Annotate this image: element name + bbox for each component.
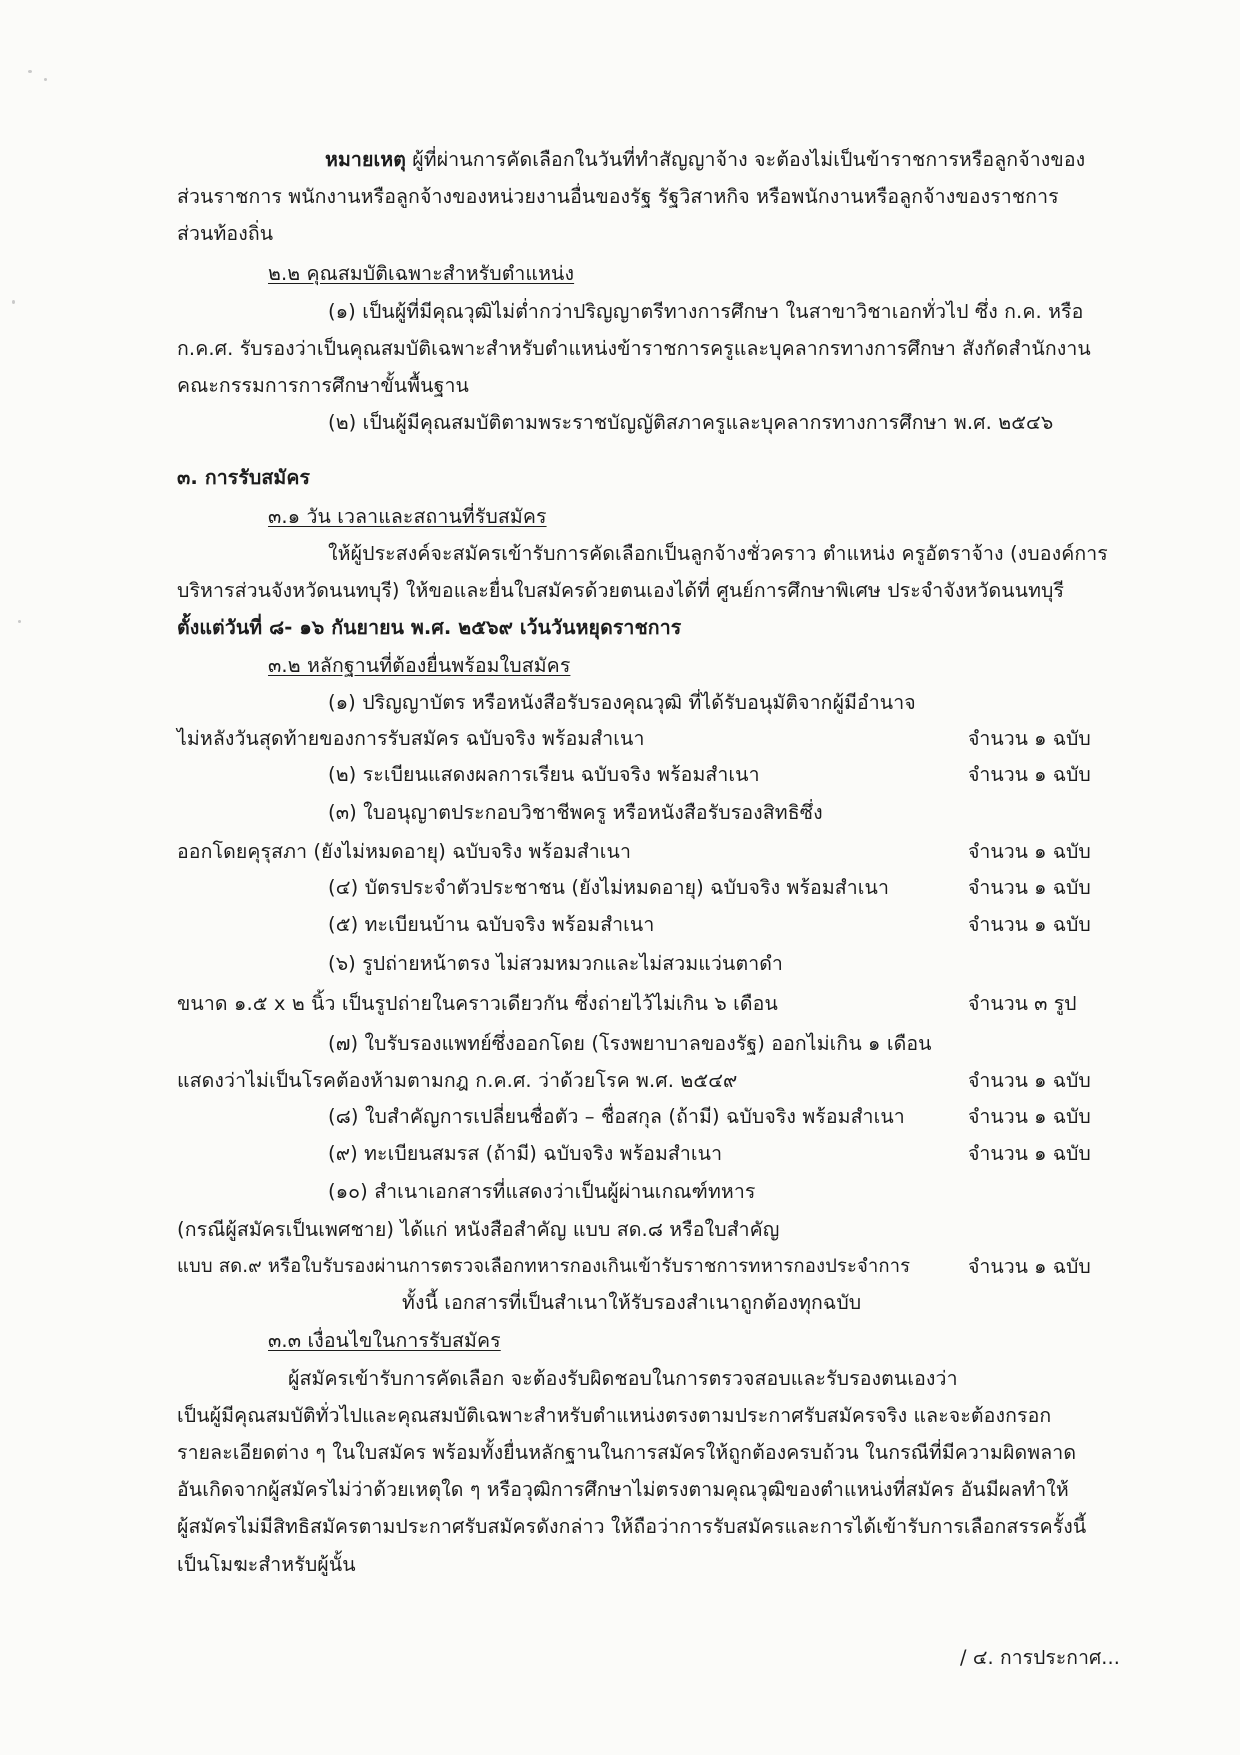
document-item-3-line-2: ออกโดยคุรุสภา (ยังไม่หมดอายุ) ฉบับจริง พร้อมสำเนา xyxy=(177,840,632,863)
scan-speck xyxy=(18,620,21,623)
note-text-1: ผู้ที่ผ่านการคัดเลือกในวันที่ทำสัญญาจ้าง จะต้องไม่เป็นข้าราชการหรือลูกจ้างของ xyxy=(412,148,1086,171)
note-line-3: ส่วนท้องถิ่น xyxy=(177,222,274,245)
section-2-2-heading: ๒.๒ คุณสมบัติเฉพาะสำหรับตำแหน่ง xyxy=(268,262,575,285)
section-3-3-line-2: เป็นผู้มีคุณสมบัติทั่วไปและคุณสมบัติเฉพาะสำหรับตำแหน่งตรงตามประกาศรับสมัครจริง และจะต้องกรอก xyxy=(177,1404,1052,1427)
document-item-7-amount: จำนวน ๑ ฉบับ xyxy=(968,1069,1091,1092)
document-item-10-line-3: แบบ สด.๙ หรือใบรับรองผ่านการตรวจเลือกทหารกองเกินเข้ารับราชการทหารกองประจำการ xyxy=(177,1256,911,1277)
document-item-2: (๒) ระเบียนแสดงผลการเรียน ฉบับจริง พร้อมสำเนา xyxy=(328,763,760,786)
document-item-9-amount: จำนวน ๑ ฉบับ xyxy=(968,1142,1091,1165)
section-3-3-line-1: ผู้สมัครเข้ารับการคัดเลือก จะต้องรับผิดชอบในการตรวจสอบและรับรองตนเองว่า xyxy=(288,1367,958,1390)
document-item-8: (๘) ใบสำคัญการเปลี่ยนชื่อตัว – ชื่อสกุล (ถ้ามี) ฉบับจริง พร้อมสำเนา xyxy=(328,1105,905,1128)
section-3-1-line-2: บริหารส่วนจังหวัดนนทบุรี) ให้ขอและยื่นใบสมัครด้วยตนเองได้ที่ ศูนย์การศึกษาพิเศษ ประจำจังหวัดนนทบุรี xyxy=(177,579,1065,602)
section-3-1-line-3: ตั้งแต่วันที่ ๘- ๑๖ กันยายน พ.ศ. ๒๕๖๙ เว้นวันหยุดราชการ xyxy=(177,616,682,639)
document-item-7-line-2: แสดงว่าไม่เป็นโรคต้องห้ามตามกฎ ก.ค.ศ. ว่าด้วยโรค พ.ศ. ๒๕๔๙ xyxy=(177,1069,738,1092)
document-item-6-line-2: ขนาด ๑.๕ x ๒ นิ้ว เป็นรูปถ่ายในคราวเดียวกัน ซึ่งถ่ายไว้ไม่เกิน ๖ เดือน xyxy=(177,992,778,1015)
document-item-4-amount: จำนวน ๑ ฉบับ xyxy=(968,876,1091,899)
document-item-1-line-1: (๑) ปริญญาบัตร หรือหนังสือรับรองคุณวุฒิ ที่ได้รับอนุมัติจากผู้มีอำนาจ xyxy=(328,691,916,714)
document-item-10-line-1: (๑๐) สำเนาเอกสารที่แสดงว่าเป็นผู้ผ่านเกณฑ์ทหาร xyxy=(328,1180,756,1203)
note-line-2: ส่วนราชการ พนักงานหรือลูกจ้างของหน่วยงานอื่นของรัฐ รัฐวิสาหกิจ หรือพนักงานหรือลูกจ้างของราชการ xyxy=(177,185,1059,208)
section-3-3-heading: ๓.๓ เงื่อนไขในการรับสมัคร xyxy=(268,1329,501,1352)
section-3-heading: ๓. การรับสมัคร xyxy=(177,466,311,489)
section-3-2-heading: ๓.๒ หลักฐานที่ต้องยื่นพร้อมใบสมัคร xyxy=(268,654,571,677)
note-label: หมายเหตุ xyxy=(325,148,406,171)
scan-speck xyxy=(12,300,15,304)
qual-item-1-line-1: (๑) เป็นผู้ที่มีคุณวุฒิไม่ต่ำกว่าปริญญาตรีทางการศึกษา ในสาขาวิชาเอกทั่วไป ซึ่ง ก.ค. หรือ xyxy=(328,300,1084,323)
documents-footnote: ทั้งนี้ เอกสารที่เป็นสำเนาให้รับรองสำเนาถูกต้องทุกฉบับ xyxy=(402,1291,862,1314)
section-3-1-heading: ๓.๑ วัน เวลาและสถานที่รับสมัคร xyxy=(268,505,547,528)
document-item-10-amount: จำนวน ๑ ฉบับ xyxy=(968,1255,1091,1278)
qual-item-2: (๒) เป็นผู้มีคุณสมบัติตามพระราชบัญญัติสภาครูและบุคลากรทางการศึกษา พ.ศ. ๒๕๔๖ xyxy=(328,411,1054,434)
document-item-6-line-1: (๖) รูปถ่ายหน้าตรง ไม่สวมหมวกและไม่สวมแว่นตาดำ xyxy=(328,952,783,975)
document-item-3-line-1: (๓) ใบอนุญาตประกอบวิชาชีพครู หรือหนังสือรับรองสิทธิซึ่ง xyxy=(328,801,823,824)
document-item-4: (๔) บัตรประจำตัวประชาชน (ยังไม่หมดอายุ) ฉบับจริง พร้อมสำเนา xyxy=(328,876,890,899)
note-line-1 xyxy=(325,146,1085,174)
section-3-3-line-5: ผู้สมัครไม่มีสิทธิสมัครตามประกาศรับสมัครดังกล่าว ให้ถือว่าการรับสมัครและการได้เข้ารับการเลือกสรรครั้งนี้ xyxy=(177,1515,1087,1538)
scan-speck xyxy=(28,70,32,73)
scan-speck xyxy=(44,78,47,81)
qual-item-1-line-3: คณะกรรมการการศึกษาขั้นพื้นฐาน xyxy=(177,374,469,397)
document-item-9: (๙) ทะเบียนสมรส (ถ้ามี) ฉบับจริง พร้อมสำเนา xyxy=(328,1142,723,1165)
document-item-8-amount: จำนวน ๑ ฉบับ xyxy=(968,1105,1091,1128)
section-3-3-line-3: รายละเอียดต่าง ๆ ในใบสมัคร พร้อมทั้งยื่นหลักฐานในการสมัครให้ถูกต้องครบถ้วน ในกรณีที่มีความผิดพลาด xyxy=(177,1441,1077,1464)
document-item-3-amount: จำนวน ๑ ฉบับ xyxy=(968,840,1091,863)
section-3-3-line-4: อันเกิดจากผู้สมัครไม่ว่าด้วยเหตุใด ๆ หรือวุฒิการศึกษาไม่ตรงตามคุณวุฒิของตำแหน่งที่สมัคร อันมีผลทำให้ xyxy=(177,1478,1069,1501)
document-item-5-amount: จำนวน ๑ ฉบับ xyxy=(968,913,1091,936)
document-item-2-amount: จำนวน ๑ ฉบับ xyxy=(968,763,1091,786)
next-page-continuation: / ๔. การประกาศ... xyxy=(960,1646,1120,1669)
section-3-1-line-1: ให้ผู้ประสงค์จะสมัครเข้ารับการคัดเลือกเป็นลูกจ้างชั่วคราว ตำแหน่ง ครูอัตราจ้าง (งบองค์การ xyxy=(328,542,1108,565)
qual-item-1-line-2: ก.ค.ศ. รับรองว่าเป็นคุณสมบัติเฉพาะสำหรับตำแหน่งข้าราชการครูและบุคลากรทางการศึกษา สังกัดสำนักงาน xyxy=(177,337,1091,360)
document-item-7-line-1: (๗) ใบรับรองแพทย์ซึ่งออกโดย (โรงพยาบาลของรัฐ) ออกไม่เกิน ๑ เดือน xyxy=(328,1032,932,1055)
document-item-5: (๕) ทะเบียนบ้าน ฉบับจริง พร้อมสำเนา xyxy=(328,913,655,936)
document-item-1-amount: จำนวน ๑ ฉบับ xyxy=(968,727,1091,750)
document-item-6-amount: จำนวน ๓ รูป xyxy=(968,992,1077,1015)
document-item-10-line-2: (กรณีผู้สมัครเป็นเพศชาย) ได้แก่ หนังสือสำคัญ แบบ สด.๘ หรือใบสำคัญ xyxy=(177,1218,780,1241)
document-item-1-line-2: ไม่หลังวันสุดท้ายของการรับสมัคร ฉบับจริง พร้อมสำเนา xyxy=(177,727,645,750)
section-3-3-line-6: เป็นโมฆะสำหรับผู้นั้น xyxy=(177,1553,356,1576)
